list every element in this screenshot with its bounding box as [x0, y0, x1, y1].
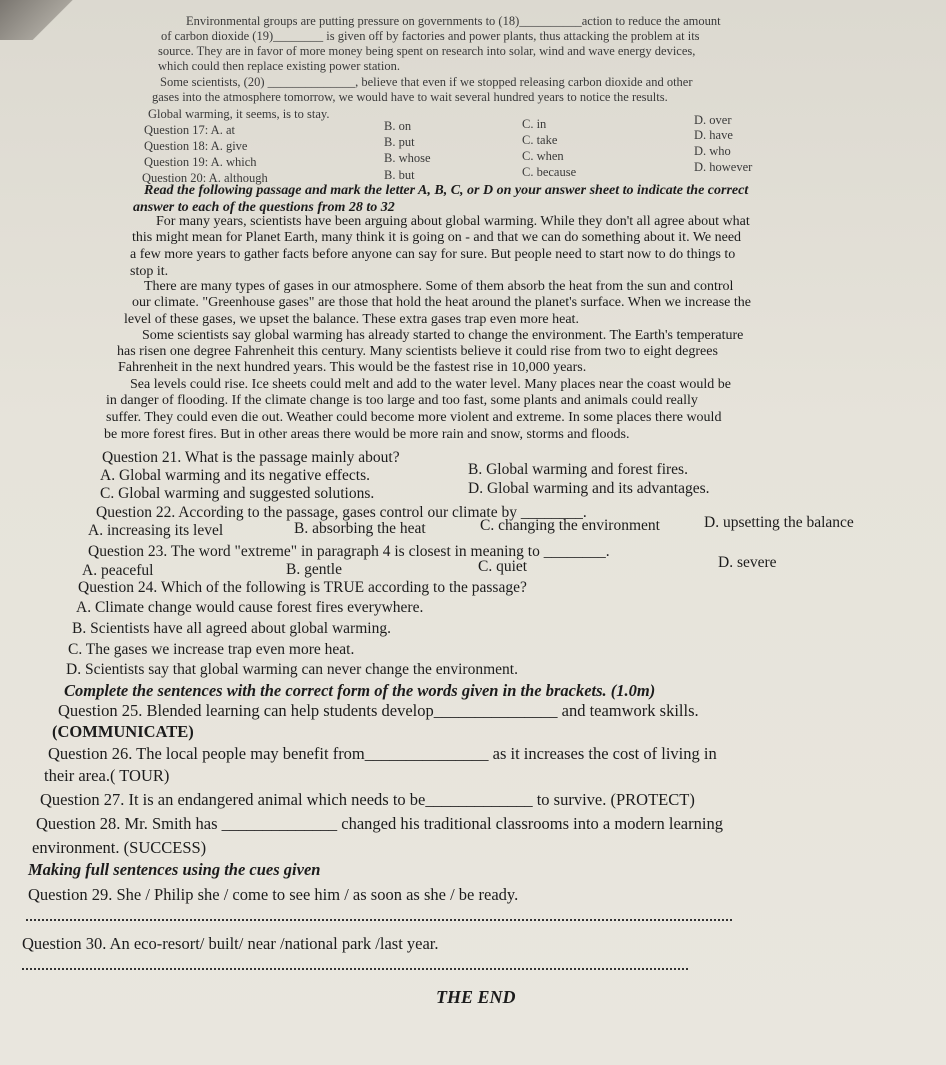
q28-line-1: Question 28. Mr. Smith has ______________ changed his traditional classrooms into a modern learning	[36, 814, 723, 833]
q26-line-2: their area.( TOUR)	[44, 766, 170, 785]
q19-option-c: C. when	[522, 149, 564, 163]
p1-line-5: Some scientists, (20) ______________, believe that even if we stopped releasing carbon dioxide and other	[160, 75, 693, 89]
p4-instruction: Making full sentences using the cues given	[28, 860, 321, 879]
q24-option-c: C. The gases we increase trap even more heat.	[68, 641, 355, 658]
q18-option-c: C. take	[522, 133, 558, 147]
q21-stem: Question 21. What is the passage mainly about?	[102, 449, 400, 466]
p1-line-2: of carbon dioxide (19)________ is given off by factories and power plants, thus attacking the problem at its	[161, 29, 700, 43]
q23-stem: Question 23. The word "extreme" in paragraph 4 is closest in meaning to ________.	[88, 543, 610, 560]
q30: Question 30. An eco-resort/ built/ near /national park /last year.	[22, 934, 439, 953]
q17-option-d: D. over	[694, 113, 732, 127]
q23-option-b: B. gentle	[286, 561, 342, 578]
q18-option-d: D. have	[694, 128, 733, 142]
p2-instruction-1: Read the following passage and mark the letter A, B, C, or D on your answer sheet to indicate the correct	[144, 183, 749, 198]
q28-line-2: environment. (SUCCESS)	[32, 838, 207, 857]
q17-option-a: Question 17: A. at	[144, 123, 235, 137]
q23-option-d: D. severe	[718, 554, 777, 571]
q22-option-d: D. upsetting the balance	[704, 514, 854, 531]
q22-option-c: C. changing the environment	[480, 517, 660, 534]
q25-line-2: (COMMUNICATE)	[52, 722, 194, 741]
q26-line-1: Question 26. The local people may benefit from_______________ as it increases the cost of living in	[48, 744, 717, 763]
q25-line-1: Question 25. Blended learning can help students develop_______________ and teamwork skills.	[58, 701, 699, 720]
p1-line-6: gases into the atmosphere tomorrow, we would have to wait several hundred years to notice the results.	[152, 90, 668, 104]
p2-line-11: Sea levels could rise. Ice sheets could melt and add to the water level. Many places near the coast would be	[130, 377, 732, 392]
p1-line-7: Global warming, it seems, is to stay.	[148, 107, 330, 121]
page-corner-shadow	[0, 0, 80, 40]
q17-option-b: B. on	[384, 119, 412, 133]
p3-instruction: Complete the sentences with the correct form of the words given in the brackets. (1.0m)	[64, 681, 656, 700]
q20-option-c: C. because	[522, 165, 577, 179]
q21-option-b: B. Global warming and forest fires.	[468, 461, 688, 478]
q24-stem: Question 24. Which of the following is TRUE according to the passage?	[78, 579, 527, 596]
p1-line-1: Environmental groups are putting pressure on governments to (18)__________action to reduce the amount	[186, 14, 721, 28]
q21-option-d: D. Global warming and its advantages.	[468, 480, 710, 497]
p2-line-4: stop it.	[130, 264, 169, 279]
p2-line-3: a few more years to gather facts before anyone can say for sure. But people need to start now to do things to	[130, 247, 736, 262]
p2-line-12: in danger of flooding. If the climate change is too large and too fast, some plants and animals could really	[106, 393, 698, 408]
q20-option-d: D. however	[694, 160, 753, 174]
q30-answer-line	[22, 968, 688, 970]
q19-option-d: D. who	[694, 144, 731, 158]
p2-line-7: level of these gases, we upset the balance. These extra gases trap even more heat.	[124, 312, 579, 327]
q21-option-a: A. Global warming and its negative effects.	[100, 467, 371, 484]
q29-answer-line	[26, 919, 732, 921]
q22-option-a: A. increasing its level	[88, 522, 224, 539]
p2-line-8: Some scientists say global warming has already started to change the environment. The Earth's temperature	[142, 328, 744, 343]
q29: Question 29. She / Philip she / come to see him / as soon as she / be ready.	[28, 885, 519, 904]
the-end: THE END	[436, 987, 516, 1007]
q20-option-b: B. but	[384, 168, 415, 182]
q22-option-b: B. absorbing the heat	[294, 520, 426, 537]
q18-option-b: B. put	[384, 135, 415, 149]
p2-line-5: There are many types of gases in our atmosphere. Some of them absorb the heat from the sun and control	[144, 279, 734, 294]
p2-line-2: this might mean for Planet Earth, many think it is going on - and that we can do something about it. We need	[132, 230, 742, 245]
p2-line-10: Fahrenheit in the next hundred years. This would be the fastest rise in 10,000 years.	[118, 360, 587, 375]
p2-line-9: has risen one degree Fahrenheit this century. Many scientists believe it could rise from two to eight degrees	[117, 344, 718, 359]
q19-option-a: Question 19: A. which	[144, 155, 257, 169]
q21-option-c: C. Global warming and suggested solutions.	[100, 485, 375, 502]
q22-stem: Question 22. According to the passage, gases control our climate by ________.	[96, 504, 587, 521]
q23-option-c: C. quiet	[478, 558, 528, 575]
p2-instruction-2: answer to each of the questions from 28 to 32	[133, 200, 395, 215]
q19-option-b: B. whose	[384, 151, 431, 165]
p1-line-3: source. They are in favor of more money being spent on research into solar, wind and wave energy devices,	[158, 44, 696, 58]
q24-option-d: D. Scientists say that global warming can never change the environment.	[66, 661, 518, 678]
q24-option-a: A. Climate change would cause forest fires everywhere.	[76, 599, 424, 616]
q17-option-c: C. in	[522, 117, 547, 131]
q23-option-a: A. peaceful	[82, 562, 154, 579]
p1-line-4: which could then replace existing power station.	[158, 59, 400, 73]
p2-line-1: For many years, scientists have been arguing about global warming. While they don't all agree about what	[156, 214, 750, 229]
q24-option-b: B. Scientists have all agreed about global warming.	[72, 620, 391, 637]
q27: Question 27. It is an endangered animal which needs to be_____________ to survive. (PROTECT)	[40, 790, 695, 809]
q18-option-a: Question 18: A. give	[144, 139, 248, 153]
q20-option-a: Question 20: A. although	[142, 171, 268, 185]
p2-line-14: be more forest fires. But in other areas there would be more rain and snow, storms and floods.	[104, 427, 630, 442]
p2-line-6: our climate. "Greenhouse gases" are those that hold the heat around the planet's surface. When we increase the	[132, 295, 751, 310]
p2-line-13: suffer. They could even die out. Weather could become more violent and extreme. In some places there would	[106, 410, 722, 425]
